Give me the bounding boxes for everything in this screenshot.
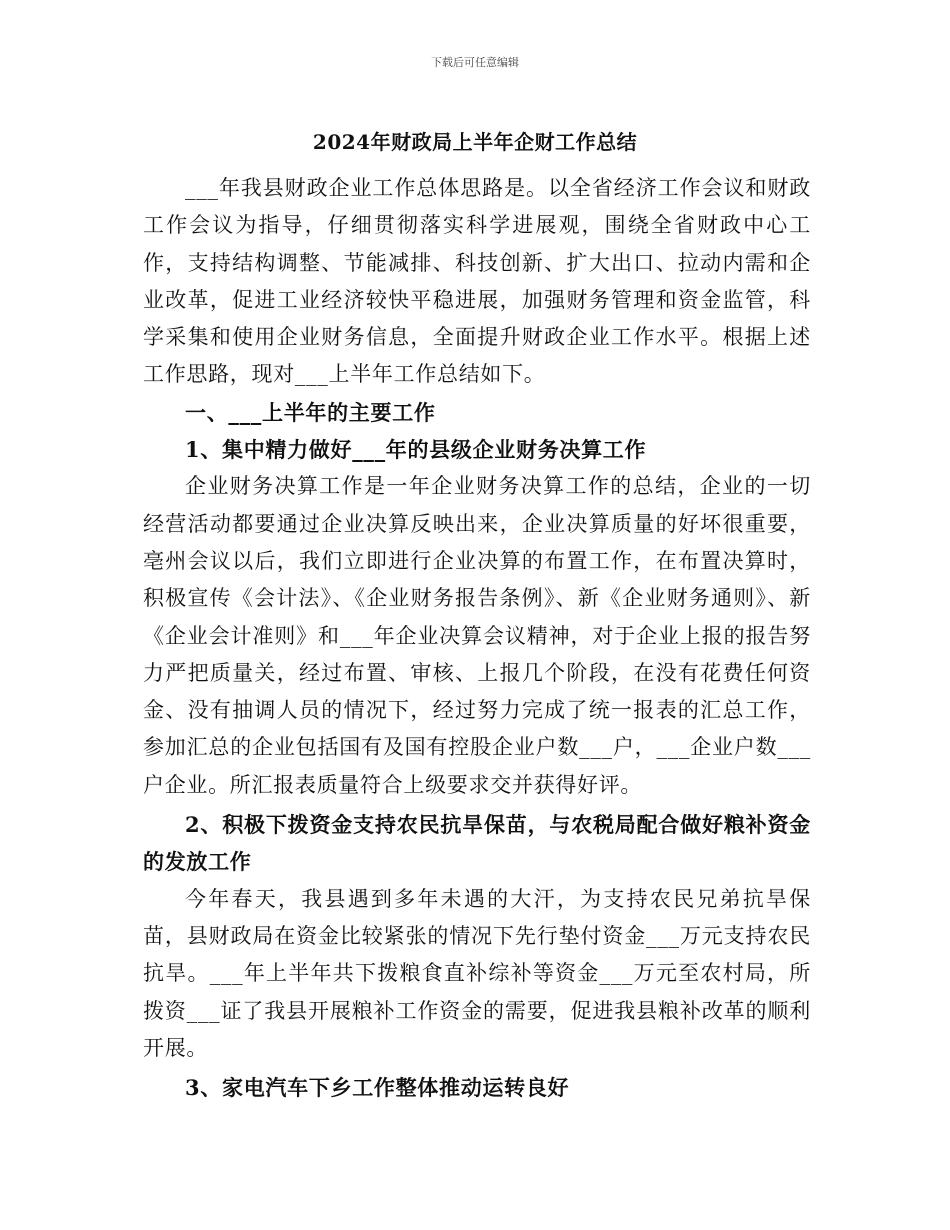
paragraph-financial-settlement: 企业财务决算工作是一年企业财务决算工作的总结，企业的一切经营活动都要通过企业决算反映出来，企业决算质量的好坏很重要，亳州会议以后，我们立即进行企业决算的布置工作，在布置决算时，积极宣传《会计法》、《企业财务报告条例》、新《企业财务通则》、新《企业会计准则》和___年企业决算会议精神，对于企业上报的报告努力严把质量关，经过布置、审核、上报几个阶段，在没有花费任何资金、没有抽调人员的情况下，经过努力完成了统一报表的汇总工作，参加汇总的企业包括国有及国有控股企业户数___户，___企业户数___户企业。所汇报表质量符合上级要求交并获得好评。 xyxy=(143,474,811,797)
document-body xyxy=(143,170,811,1106)
header-note: 下载后可任意编辑 xyxy=(431,56,519,69)
paragraph-intro: ___年我县财政企业工作总体思路是。以全省经济工作会议和财政工作会议为指导，仔细贯彻落实科学进展观，围绕全省财政中心工作，支持结构调整、节能减排、科技创新、扩大出口、拉动内需和企业改革，促进工业经济较快平稳进展，加强财务管理和资金监管，科学采集和使用企业财务信息，全面提升财政企业工作水平。根据上述工作思路，现对___上半年工作总结如下。 xyxy=(143,176,811,387)
document-title: 2024年财政局上半年企财工作总结 xyxy=(312,130,638,154)
paragraph-drought-relief: 今年春天，我县遇到多年未遇的大汗，为支持农民兄弟抗旱保苗，县财政局在资金比较紧张的情况下先行垫付资金___万元支持农民抗旱。___年上半年共下拨粮食直补综补等资金___万元至农村局，所拨资___证了我县开展粮补工作资金的需要，促进我县粮补改革的顺利开展。 xyxy=(143,886,811,1060)
section-heading-1: 一、___上半年的主要工作 xyxy=(185,399,436,425)
subsection-heading-2: 2、积极下拨资金支持农民抗旱保苗，与农税局配合做好粮补资金的发放工作 xyxy=(143,812,811,875)
subsection-heading-1: 1、集中精力做好___年的县级企业财务决算工作 xyxy=(185,437,647,463)
subsection-heading-3: 3、家电汽车下乡工作整体推动运转良好 xyxy=(185,1075,570,1101)
